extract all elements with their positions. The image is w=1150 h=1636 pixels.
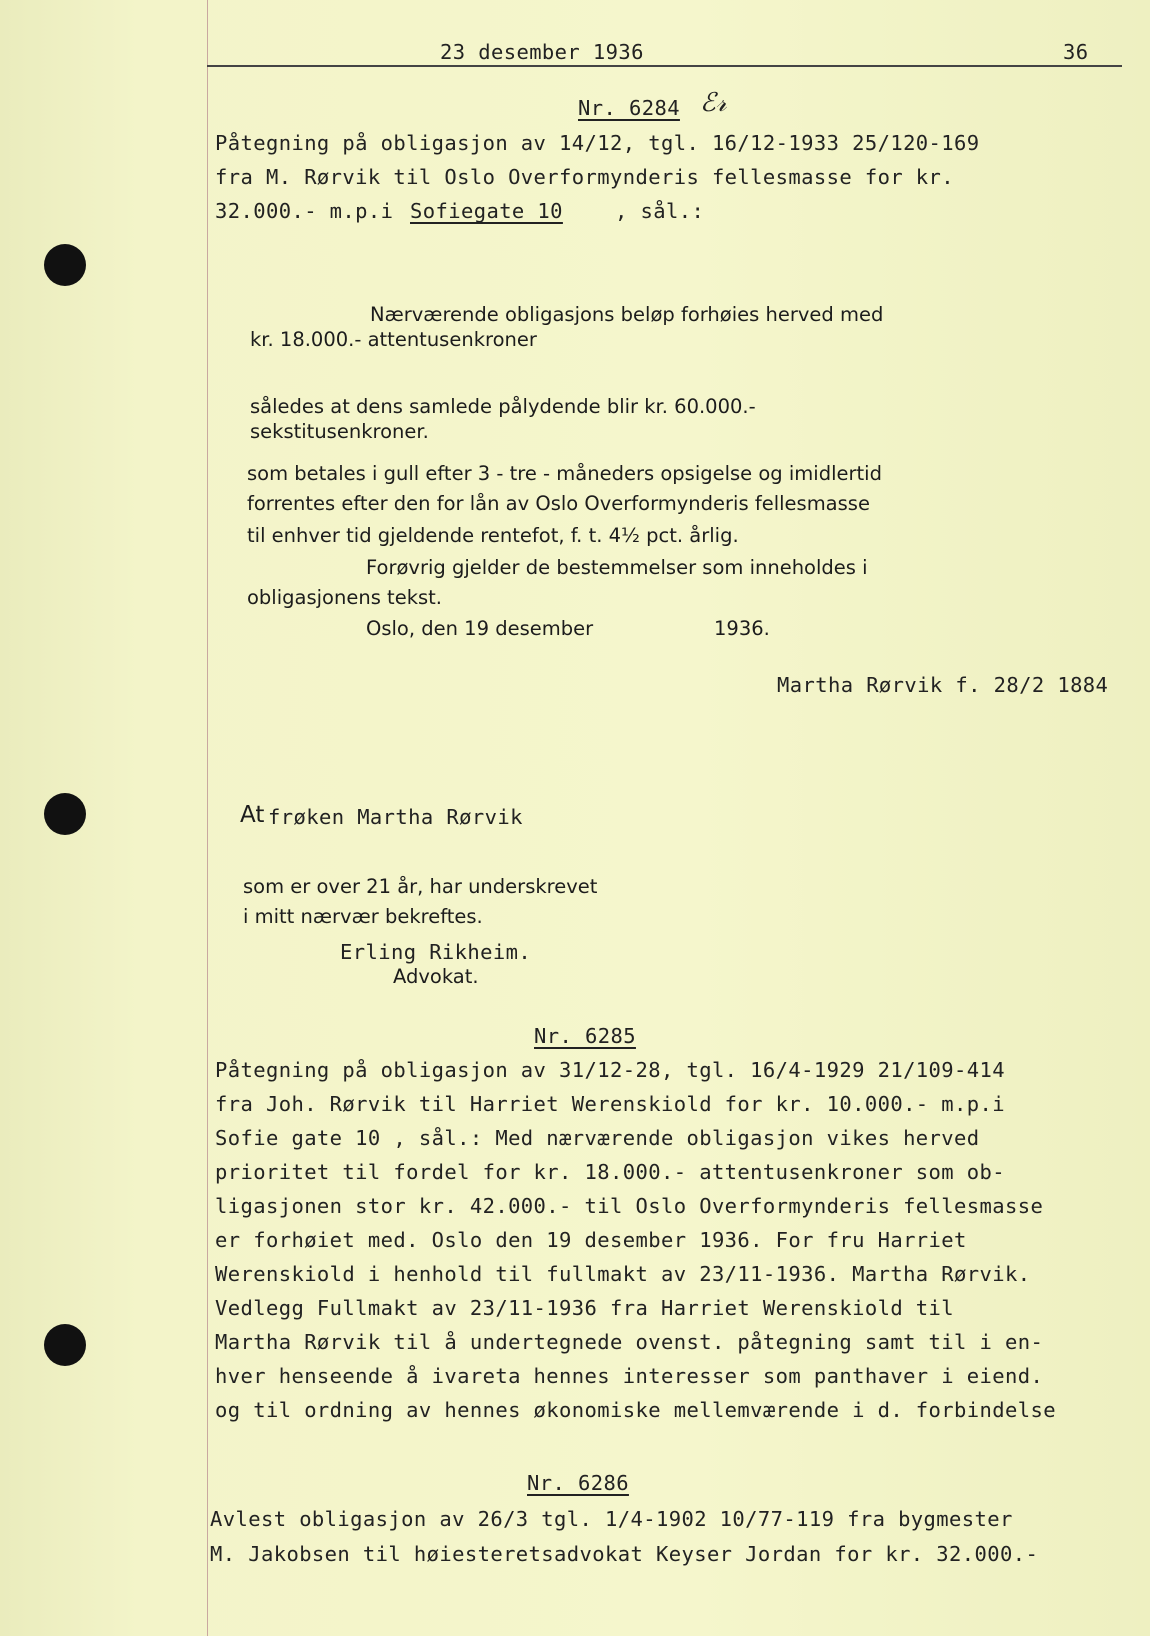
entry-number: Nr. 6286 [527,1471,629,1495]
entry-text-line: hver henseende å ivareta hennes interesser som panthaver i eiend. [215,1364,1044,1388]
attest-line: som er over 21 år, har underskrevet [243,875,598,898]
body-text-line: sekstitusenkroner. [250,420,429,443]
entry-text-line: ligasjonen stor kr. 42.000.- til Oslo Overformynderis fellesmasse [215,1194,1044,1218]
attest-prefix: At [240,802,265,828]
body-text-line: forrentes efter den for lån av Oslo Overformynderis fellesmasse [247,492,870,515]
witness-title: Advokat. [393,965,479,988]
entry-text-line: Vedlegg Fullmakt av 23/11-1936 fra Harriet Werenskiold til [215,1296,955,1320]
entry-text-line: Martha Rørvik til å undertegnede ovenst. påtegning samt til i en- [215,1330,1044,1354]
punch-hole [44,1324,86,1366]
entry-number: Nr. 6284 [578,96,680,120]
header-date: 23 desember 1936 [440,40,644,64]
entry-text-line: Avlest obligasjon av 26/3 tgl. 1/4-1902 10/77-119 fra bygmester [210,1507,1013,1531]
body-text-line: Nærværende obligasjons beløp forhøies herved med [370,303,884,326]
body-text-line: obligasjonens tekst. [247,586,442,609]
entry-text-line: 32.000.- m.p.i [215,199,394,223]
entry-text-line: Sofie gate 10 , sål.: Med nærværende obligasjon vikes herved [215,1126,980,1150]
body-text-line: Forøvrig gjelder de bestemmelser som inneholdes i [366,556,868,579]
attest-name: frøken Martha Rørvik [268,805,523,829]
year: 1936. [714,617,770,640]
entry-text-line: er forhøiet med. Oslo den 19 desember 1936. For fru Harriet [215,1228,967,1252]
page-number: 36 [1063,40,1089,64]
entry-text-line: Påtegning på obligasjon av 31/12-28, tgl. 16/4-1929 21/109-414 [215,1058,1006,1082]
entry-text-line: og til ordning av hennes økonomiske mellemværende i d. forbindelse [215,1398,1056,1422]
entry-text-line: fra Joh. Rørvik til Harriet Werenskiold for kr. 10.000.- m.p.i [215,1092,1006,1116]
entry-text-line: fra M. Rørvik til Oslo Overformynderis fellesmasse for kr. [215,165,955,189]
place-date: Oslo, den 19 desember [366,617,594,640]
body-text-line: som betales i gull efter 3 - tre - måneders opsigelse og imidlertid [247,462,882,485]
body-text-line: kr. 18.000.- attentusenkroner [250,328,537,351]
entry-number: Nr. 6285 [534,1024,636,1048]
body-text-line: til enhver tid gjeldende rentefot, f. t. 4½ pct. årlig. [247,524,739,547]
entry-text-line: Werenskiold i henhold til fullmakt av 23/11-1936. Martha Rørvik. [215,1262,1031,1286]
header-rule [207,65,1122,67]
entry-text-line: M. Jakobsen til høiesteretsadvokat Keyser Jordan for kr. 32.000.- [210,1542,1039,1566]
body-text-line: således at dens samlede pålydende blir kr. 60.000.- [250,395,756,418]
attest-line: i mitt nærvær bekreftes. [243,905,483,928]
address-text: Sofiegate 10 [410,199,563,223]
address-suffix: , sål.: [615,199,705,223]
entry-text-line: Påtegning på obligasjon av 14/12, tgl. 16/12-1933 25/120-169 [215,131,980,155]
handwritten-mark: ℰ𝓇 [700,88,727,118]
witness-name: Erling Rikheim. [340,940,532,964]
margin-line [207,0,208,1636]
punch-hole [44,793,86,835]
punch-hole [44,244,86,286]
signature-line: Martha Rørvik f. 28/2 1884 [777,673,1109,697]
entry-text-line: prioritet til fordel for kr. 18.000.- attentusenkroner som ob- [215,1160,1006,1184]
